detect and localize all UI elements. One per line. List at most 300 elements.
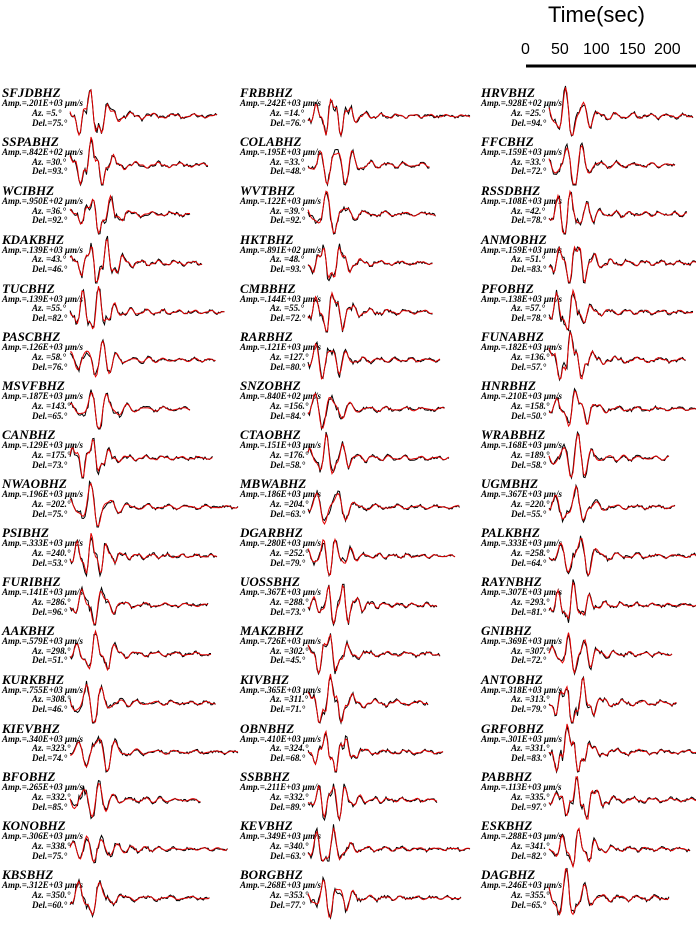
station-amplitude-value: .168E+03 xyxy=(505,440,542,451)
station-distance-value: 92.° xyxy=(52,215,68,226)
station-amplitude-label: Amp.= xyxy=(240,880,265,891)
station-azimuth-label: Az. = xyxy=(270,205,290,216)
station-distance-label: Del.= xyxy=(270,362,291,373)
station-amplitude-value: .318E+03 xyxy=(505,684,542,695)
seismogram-trace xyxy=(70,526,240,576)
station-azimuth-value: 341.° xyxy=(530,841,550,852)
time-scale-tick-label: 0 xyxy=(521,41,530,58)
station-name: AAKBHZ xyxy=(2,622,55,638)
synthetic-waveform xyxy=(549,539,696,576)
station-distance-label: Del.= xyxy=(32,264,53,275)
station-distance-value: 78.° xyxy=(531,313,547,324)
time-scale-tick-label: 100 xyxy=(583,41,610,58)
station-name: SFJDBHZ xyxy=(2,85,61,100)
synthetic-waveform xyxy=(549,290,693,329)
observed-waveform xyxy=(70,587,208,625)
station-distance-label: Del.= xyxy=(270,557,291,568)
station-panel xyxy=(2,86,232,135)
station-distance-value: 68.° xyxy=(290,753,306,764)
station-distance-label: Del.= xyxy=(270,704,291,715)
seismogram-trace xyxy=(549,575,696,625)
station-distance-label: Del.= xyxy=(511,753,532,764)
station-azimuth-label: Az. = xyxy=(511,254,531,265)
station-amplitude-label: Amp.= xyxy=(481,586,506,597)
station-distance-label: Del.= xyxy=(511,264,532,275)
station-panel xyxy=(481,184,696,233)
station-amplitude-label: Amp.= xyxy=(481,733,506,744)
station-azimuth-label: Az. = xyxy=(511,743,531,754)
amplitude-unit: μm/s xyxy=(300,293,322,304)
station-azimuth-label: Az. = xyxy=(32,841,52,852)
observed-waveform xyxy=(308,677,428,723)
station-azimuth-label: Az. = xyxy=(32,205,52,216)
station-azimuth-value: 204.° xyxy=(289,498,309,509)
seismogram-trace xyxy=(70,868,240,918)
station-azimuth-label: Az. = xyxy=(511,498,531,509)
station-distance-value: 63.° xyxy=(290,850,306,861)
station-name: MAKZBHZ xyxy=(240,622,304,638)
station-azimuth-label: Az. = xyxy=(32,743,52,754)
station-amplitude-label: Amp.= xyxy=(240,293,265,304)
time-scale-title: Time(sec) xyxy=(548,2,645,27)
station-azimuth-value: 298.° xyxy=(51,645,71,656)
amplitude-unit: μm/s xyxy=(541,684,563,695)
station-azimuth-value: 240.° xyxy=(51,547,71,558)
synthetic-waveform xyxy=(70,631,211,670)
station-name: CMBBHZ xyxy=(240,280,296,296)
station-azimuth-value: 331.° xyxy=(530,743,550,754)
station-distance-value: 89.° xyxy=(290,802,306,813)
station-azimuth-label: Az. = xyxy=(32,156,52,167)
station-distance-value: 97.° xyxy=(531,802,547,813)
station-amplitude-value: .151E+03 xyxy=(264,440,301,451)
observed-waveform xyxy=(70,538,217,576)
station-distance-value: 64.° xyxy=(531,557,547,568)
station-amplitude-label: Amp.= xyxy=(240,195,265,206)
observed-waveform xyxy=(70,482,238,528)
station-amplitude-label: Amp.= xyxy=(2,880,27,891)
station-amplitude-value: .139E+03 xyxy=(26,244,63,255)
station-amplitude-label: Amp.= xyxy=(240,782,265,793)
station-azimuth-label: Az. = xyxy=(32,498,52,509)
station-azimuth-value: 313.° xyxy=(530,694,550,705)
station-distance-value: 73.° xyxy=(290,606,306,617)
synthetic-waveform xyxy=(308,539,455,575)
seismogram-trace xyxy=(308,770,478,820)
station-panel xyxy=(481,135,696,184)
amplitude-unit: μm/s xyxy=(300,489,322,500)
station-amplitude-label: Amp.= xyxy=(481,831,506,842)
seismogram-trace xyxy=(70,86,240,136)
station-amplitude-value: .891E+02 xyxy=(264,244,301,255)
station-panel xyxy=(2,379,232,428)
synthetic-waveform xyxy=(549,829,690,867)
station-distance-label: Del.= xyxy=(32,704,53,715)
station-panel xyxy=(2,575,232,624)
amplitude-unit: μm/s xyxy=(541,586,563,597)
station-distance-label: Del.= xyxy=(511,313,532,324)
amplitude-unit: μm/s xyxy=(300,782,321,793)
station-name: RARBHZ xyxy=(240,329,293,345)
station-azimuth-value: 353.° xyxy=(289,890,309,901)
station-azimuth-label: Az. = xyxy=(270,107,290,118)
station-distance-label: Del.= xyxy=(511,508,532,519)
synthetic-waveform xyxy=(308,191,436,233)
station-panel xyxy=(481,282,696,331)
station-amplitude-value: .201E+03 xyxy=(26,98,63,108)
station-distance-label: Del.= xyxy=(270,802,291,813)
station-azimuth-value: 143.° xyxy=(51,401,71,412)
station-distance-value: 94.° xyxy=(531,117,547,128)
synthetic-waveform xyxy=(308,394,445,428)
amplitude-unit: μm/s xyxy=(541,146,563,157)
station-distance-label: Del.= xyxy=(511,410,532,421)
station-distance-label: Del.= xyxy=(270,753,291,764)
station-distance-label: Del.= xyxy=(511,802,532,813)
station-azimuth-value: 286.° xyxy=(51,596,71,607)
amplitude-unit: μm/s xyxy=(541,538,563,549)
station-azimuth-value: 350.° xyxy=(51,890,71,901)
seismogram-trace xyxy=(70,624,240,674)
station-panel xyxy=(2,526,232,575)
seismogram-trace xyxy=(308,379,478,429)
station-name: ANMOBHZ xyxy=(481,231,547,247)
station-amplitude-value: .840E+02 xyxy=(264,391,301,402)
amplitude-unit: μm/s xyxy=(541,831,563,842)
station-azimuth-label: Az. = xyxy=(511,156,531,167)
seismogram-trace xyxy=(549,673,696,723)
station-amplitude-label: Amp.= xyxy=(240,244,265,255)
synthetic-waveform xyxy=(549,333,686,380)
amplitude-unit: μm/s xyxy=(62,782,84,793)
station-panel xyxy=(240,477,470,526)
amplitude-unit: μm/s xyxy=(541,782,562,793)
station-distance-value: 84.° xyxy=(290,410,306,421)
seismogram-trace xyxy=(549,526,696,576)
station-amplitude-value: .950E+02 xyxy=(26,195,63,206)
station-amplitude-label: Amp.= xyxy=(240,733,265,744)
station-amplitude-value: .333E+03 xyxy=(26,538,63,549)
amplitude-unit: μm/s xyxy=(541,635,563,646)
station-distance-value: 57.° xyxy=(531,362,547,373)
station-azimuth-label: Az. = xyxy=(511,450,531,461)
station-azimuth-value: 58.° xyxy=(51,352,66,363)
station-distance-value: 79.° xyxy=(290,557,306,568)
station-name: NWAOBHZ xyxy=(2,476,67,492)
station-distance-value: 51.° xyxy=(52,655,68,666)
station-amplitude-label: Amp.= xyxy=(481,342,506,353)
station-azimuth-label: Az. = xyxy=(511,841,531,852)
station-distance-label: Del.= xyxy=(511,655,532,666)
seismogram-trace xyxy=(549,819,696,869)
station-amplitude-value: .144E+03 xyxy=(264,293,301,304)
station-amplitude-label: Amp.= xyxy=(240,586,265,597)
station-name: KEVBHZ xyxy=(240,818,293,834)
observed-waveform xyxy=(549,486,675,523)
station-azimuth-value: 252.° xyxy=(289,547,309,558)
station-amplitude-value: .246E+03 xyxy=(505,880,542,891)
station-amplitude-label: Amp.= xyxy=(240,684,265,695)
synthetic-waveform xyxy=(70,484,238,527)
station-distance-label: Del.= xyxy=(32,117,53,128)
seismogram-trace xyxy=(70,184,240,234)
observed-waveform xyxy=(70,390,190,429)
seismogram-trace xyxy=(308,233,478,283)
station-panel xyxy=(481,722,696,771)
station-azimuth-value: 36.° xyxy=(51,205,66,216)
station-panel xyxy=(240,428,470,477)
amplitude-unit: μm/s xyxy=(62,831,84,842)
station-panel xyxy=(240,770,470,819)
station-azimuth-label: Az. = xyxy=(511,401,531,412)
amplitude-unit: μm/s xyxy=(541,244,563,255)
station-amplitude-label: Amp.= xyxy=(481,635,506,646)
station-distance-value: 93.° xyxy=(52,166,68,177)
station-azimuth-value: 308.° xyxy=(51,694,71,705)
observed-waveform xyxy=(549,192,687,233)
station-name: KIVBHZ xyxy=(240,671,290,687)
observed-waveform xyxy=(549,868,669,915)
station-distance-value: 81.° xyxy=(531,606,547,617)
station-name: PSIBHZ xyxy=(2,525,49,541)
observed-waveform xyxy=(549,778,696,818)
station-panel xyxy=(2,819,232,868)
station-panel xyxy=(2,233,232,282)
amplitude-unit: μm/s xyxy=(300,98,322,108)
station-distance-value: 55.° xyxy=(531,508,547,519)
station-amplitude-value: .365E+03 xyxy=(264,684,301,695)
station-name: BORGBHZ xyxy=(240,867,303,883)
station-name: ANTOBHZ xyxy=(481,671,543,687)
station-panel xyxy=(2,428,232,477)
station-name: COLABHZ xyxy=(240,133,302,149)
station-name: PALKBHZ xyxy=(481,525,540,541)
station-azimuth-value: 156.° xyxy=(289,401,309,412)
synthetic-waveform xyxy=(308,786,437,819)
station-name: UOSSBHZ xyxy=(240,573,300,589)
amplitude-unit: μm/s xyxy=(300,684,322,695)
observed-waveform xyxy=(308,149,430,185)
station-amplitude-label: Amp.= xyxy=(2,538,27,549)
station-distance-value: 75.° xyxy=(52,508,68,519)
station-azimuth-value: 335.° xyxy=(530,792,550,803)
station-azimuth-label: Az. = xyxy=(270,254,290,265)
station-panel xyxy=(240,526,470,575)
station-panel xyxy=(240,722,470,771)
station-amplitude-label: Amp.= xyxy=(481,244,506,255)
observed-waveform xyxy=(70,236,202,283)
station-azimuth-value: 57.° xyxy=(530,303,545,314)
station-distance-value: 73.° xyxy=(52,459,68,470)
station-azimuth-label: Az. = xyxy=(32,401,52,412)
time-scale-tick-label: 50 xyxy=(551,41,569,58)
station-amplitude-value: .182E+03 xyxy=(505,342,542,353)
seismogram-trace xyxy=(70,379,240,429)
station-distance-label: Del.= xyxy=(270,508,291,519)
station-distance-label: Del.= xyxy=(511,557,532,568)
station-amplitude-label: Amp.= xyxy=(240,146,265,157)
station-amplitude-label: Amp.= xyxy=(481,98,506,108)
observed-waveform xyxy=(308,192,436,234)
station-amplitude-value: .312E+03 xyxy=(26,880,63,891)
observed-waveform xyxy=(308,293,433,331)
station-azimuth-value: 42.° xyxy=(530,205,545,216)
seismogram-trace xyxy=(70,282,240,332)
station-azimuth-value: 258.° xyxy=(530,547,550,558)
station-azimuth-label: Az. = xyxy=(511,596,531,607)
seismogram-trace xyxy=(549,330,696,380)
amplitude-unit: μm/s xyxy=(541,391,563,402)
station-azimuth-label: Az. = xyxy=(32,352,52,363)
station-name: WVTBHZ xyxy=(240,182,295,198)
station-name: HRVBHZ xyxy=(481,85,535,100)
station-azimuth-label: Az. = xyxy=(270,596,290,607)
station-name: DAGBHZ xyxy=(481,867,536,883)
amplitude-unit: μm/s xyxy=(62,146,84,157)
seismogram-trace xyxy=(70,428,240,478)
station-panel xyxy=(240,86,470,135)
station-name: GNIBHZ xyxy=(481,622,532,638)
station-distance-label: Del.= xyxy=(511,117,532,128)
station-amplitude-value: .141E+03 xyxy=(26,586,63,597)
station-name: GRFOBHZ xyxy=(481,720,544,736)
observed-waveform xyxy=(70,139,208,185)
station-name: FRBBHZ xyxy=(240,85,293,100)
station-panel xyxy=(481,526,696,575)
station-amplitude-value: .129E+03 xyxy=(26,440,63,451)
station-distance-label: Del.= xyxy=(511,899,532,910)
station-distance-label: Del.= xyxy=(270,410,291,421)
station-amplitude-value: .755E+03 xyxy=(26,684,63,695)
station-distance-value: 82.° xyxy=(531,850,547,861)
station-name: RSSDBHZ xyxy=(481,182,541,198)
station-name: FFCBHZ xyxy=(481,133,534,149)
amplitude-unit: μm/s xyxy=(541,489,563,500)
station-name: PFOBHZ xyxy=(481,280,534,296)
synthetic-waveform xyxy=(308,731,443,771)
station-amplitude-value: .265E+03 xyxy=(26,782,63,793)
station-panel xyxy=(481,673,696,722)
observed-waveform xyxy=(70,340,216,374)
synthetic-waveform xyxy=(549,87,693,135)
amplitude-unit: μm/s xyxy=(541,342,563,353)
station-name: KIEVBHZ xyxy=(2,720,60,736)
station-name: KBSBHZ xyxy=(2,867,54,883)
synthetic-waveform xyxy=(308,292,433,330)
amplitude-unit: μm/s xyxy=(300,195,322,206)
station-azimuth-label: Az. = xyxy=(511,547,531,558)
station-azimuth-label: Az. = xyxy=(270,547,290,558)
station-azimuth-label: Az. = xyxy=(511,303,531,314)
station-amplitude-value: .367E+03 xyxy=(264,586,301,597)
seismogram-trace xyxy=(70,673,240,723)
station-distance-label: Del.= xyxy=(32,362,53,373)
station-amplitude-value: .210E+03 xyxy=(505,391,542,402)
amplitude-unit: μm/s xyxy=(62,489,84,500)
synthetic-waveform xyxy=(70,882,210,915)
station-panel xyxy=(2,770,232,819)
seismogram-trace xyxy=(70,575,240,625)
station-distance-value: 65.° xyxy=(52,410,68,421)
station-amplitude-label: Amp.= xyxy=(481,293,506,304)
station-azimuth-value: 202.° xyxy=(51,498,71,509)
station-azimuth-value: 338.° xyxy=(51,841,71,852)
station-distance-label: Del.= xyxy=(270,606,291,617)
seismogram-trace xyxy=(549,722,696,772)
station-distance-value: 83.° xyxy=(531,264,547,275)
station-amplitude-label: Amp.= xyxy=(2,146,27,157)
station-name: HNRBHZ xyxy=(481,378,536,394)
station-azimuth-label: Az. = xyxy=(32,303,52,314)
station-distance-label: Del.= xyxy=(270,850,291,861)
station-amplitude-label: Amp.= xyxy=(2,635,27,646)
station-azimuth-value: 136.° xyxy=(530,352,550,363)
station-distance-label: Del.= xyxy=(32,557,53,568)
seismogram-trace xyxy=(70,770,240,820)
station-name: FURIBHZ xyxy=(2,573,61,589)
observed-waveform xyxy=(308,825,470,862)
station-azimuth-value: 39.° xyxy=(289,205,304,216)
station-panel xyxy=(2,282,232,331)
synthetic-waveform xyxy=(70,589,208,624)
station-azimuth-label: Az. = xyxy=(270,156,290,167)
station-panel xyxy=(481,770,696,819)
seismogram-trace xyxy=(308,330,478,380)
station-azimuth-label: Az. = xyxy=(511,645,531,656)
station-name: MBWABHZ xyxy=(240,476,307,492)
station-amplitude-label: Amp.= xyxy=(481,782,506,793)
station-panel xyxy=(481,819,696,868)
station-panel xyxy=(240,379,470,428)
station-azimuth-value: 189.° xyxy=(530,450,550,461)
seismogram-trace xyxy=(70,330,240,380)
synthetic-waveform xyxy=(70,286,225,328)
station-distance-value: 72.° xyxy=(531,166,547,177)
station-amplitude-value: .159E+03 xyxy=(505,146,542,157)
station-distance-value: 77.° xyxy=(290,899,306,910)
station-distance-label: Del.= xyxy=(270,215,291,226)
station-distance-label: Del.= xyxy=(32,899,53,910)
station-amplitude-label: Amp.= xyxy=(240,489,265,500)
amplitude-unit: μm/s xyxy=(62,342,84,353)
station-distance-value: 76.° xyxy=(52,362,68,373)
station-azimuth-label: Az. = xyxy=(32,254,52,265)
station-amplitude-label: Amp.= xyxy=(240,831,265,842)
observed-waveform xyxy=(70,781,201,819)
station-amplitude-label: Amp.= xyxy=(481,146,506,157)
station-distance-label: Del.= xyxy=(270,264,291,275)
station-azimuth-value: 25.° xyxy=(530,107,545,118)
synthetic-waveform xyxy=(308,586,437,624)
station-amplitude-label: Amp.= xyxy=(2,586,27,597)
station-azimuth-value: 175.° xyxy=(51,450,71,461)
station-distance-value: 72.° xyxy=(531,655,547,666)
amplitude-unit: μm/s xyxy=(62,440,84,451)
station-name: SSPABHZ xyxy=(2,133,59,149)
seismogram-trace xyxy=(308,819,478,869)
station-amplitude-label: Amp.= xyxy=(240,538,265,549)
station-name: DGARBHZ xyxy=(240,525,303,541)
amplitude-unit: μm/s xyxy=(541,880,563,891)
station-distance-value: 85.° xyxy=(52,802,68,813)
station-amplitude-label: Amp.= xyxy=(2,98,27,108)
station-amplitude-value: .122E+03 xyxy=(264,195,301,206)
amplitude-unit: μm/s xyxy=(62,98,84,108)
station-amplitude-label: Amp.= xyxy=(2,684,27,695)
station-azimuth-value: 288.° xyxy=(289,596,309,607)
station-amplitude-label: Amp.= xyxy=(240,98,265,108)
station-amplitude-value: .410E+03 xyxy=(264,733,301,744)
